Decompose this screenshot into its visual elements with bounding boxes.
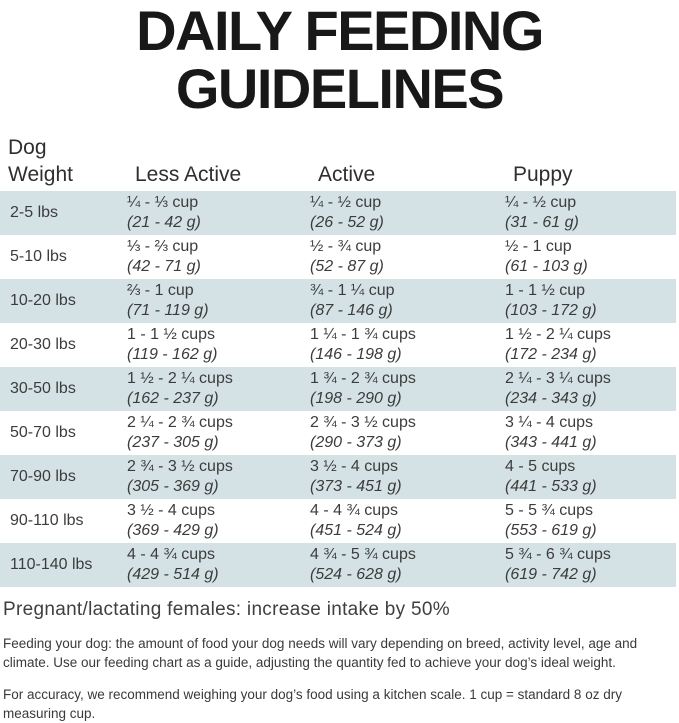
cups-value: ¼ - ½ cup [505,194,577,211]
cups-value: ½ - 1 cup [505,238,572,255]
page-title-line2: GUIDELINES [175,57,504,120]
cups-value: 1 ½ - 2 ¼ cups [505,326,611,343]
grams-value: (103 - 172 g) [505,302,597,319]
table-body [0,191,676,587]
weight-cell: 5-10 lbs [10,248,67,265]
grams-value: (172 - 234 g) [505,346,597,363]
weight-cell: 10-20 lbs [10,292,76,309]
grams-value: (369 - 429 g) [127,522,219,539]
table-header-row [0,134,679,191]
page-title [0,0,679,118]
puppy-cell [505,455,676,499]
cups-value: 4 ¾ - 5 ¾ cups [310,546,416,563]
puppy-cell [505,323,676,367]
cups-value: 4 - 4 ¾ cups [127,546,216,563]
table-row [0,411,676,455]
less-active-cell [127,235,310,279]
cups-value: 3 ¼ - 4 cups [505,414,594,431]
grams-value: (146 - 198 g) [310,346,402,363]
less-active-cell [127,543,310,587]
grams-value: (441 - 533 g) [505,478,597,495]
active-cell [310,411,505,455]
grams-value: (343 - 441 g) [505,434,597,451]
puppy-cell [505,279,676,323]
cups-value: 1 ½ - 2 ¼ cups [127,370,233,387]
puppy-cell [505,543,676,587]
less-active-cell [127,455,310,499]
cups-value: 3 ½ - 4 cups [127,502,216,519]
less-active-cell [127,367,310,411]
grams-value: (162 - 237 g) [127,390,219,407]
grams-value: (524 - 628 g) [310,566,402,583]
less-active-cell [127,411,310,455]
table-row [0,235,676,279]
grams-value: (87 - 146 g) [310,302,393,319]
grams-value: (429 - 514 g) [127,566,219,583]
column-header-active: Active [318,163,376,186]
page-title-line1: DAILY FEEDING [136,0,543,62]
weight-cell: 90-110 lbs [10,512,84,529]
cups-value: 4 - 5 cups [505,458,576,475]
column-header-dog-weight [8,134,135,188]
grams-value: (373 - 451 g) [310,478,402,495]
active-cell [310,279,505,323]
accuracy-note: For accuracy, we recommend weighing your dog’s food using a kitchen scale. 1 cup = standard 8 oz dry measuring cup. [3,687,622,721]
column-header-puppy: Puppy [513,163,573,186]
less-active-cell [127,191,310,235]
table-row [0,191,676,235]
column-header-less-active: Less Active [135,163,242,186]
table-row [0,455,676,499]
table-row [0,543,676,587]
cups-value: 2 ¼ - 3 ¼ cups [505,370,611,387]
table-row [0,367,676,411]
cups-value: 2 ¾ - 3 ½ cups [310,414,416,431]
active-cell [310,191,505,235]
weight-cell: 20-30 lbs [10,336,76,353]
feeding-guidelines-table [0,134,679,587]
less-active-cell [127,323,310,367]
cups-value: 1 - 1 ½ cups [127,326,216,343]
cups-value: ½ - ¾ cup [310,238,382,255]
grams-value: (619 - 742 g) [505,566,597,583]
grams-value: (198 - 290 g) [310,390,402,407]
header-weight: Weight [8,163,73,186]
cups-value: ⅔ - 1 cup [127,282,194,299]
active-cell [310,499,505,543]
grams-value: (61 - 103 g) [505,258,588,275]
grams-value: (553 - 619 g) [505,522,597,539]
active-cell [310,543,505,587]
weight-cell: 30-50 lbs [10,380,76,397]
active-cell [310,235,505,279]
weight-cell: 50-70 lbs [10,424,76,441]
grams-value: (71 - 119 g) [127,302,209,319]
cups-value: 1 - 1 ½ cup [505,282,586,299]
pregnant-lactating-note: Pregnant/lactating females: increase intake by 50% [3,599,450,620]
less-active-cell [127,279,310,323]
grams-value: (42 - 71 g) [127,258,201,275]
active-cell [310,367,505,411]
cups-value: 5 ¾ - 6 ¾ cups [505,546,611,563]
less-active-cell [127,499,310,543]
grams-value: (290 - 373 g) [310,434,402,451]
grams-value: (234 - 343 g) [505,390,597,407]
grams-value: (451 - 524 g) [310,522,402,539]
table-row [0,499,676,543]
cups-value: 2 ¾ - 3 ½ cups [127,458,233,475]
table-row [0,279,676,323]
weight-cell: 70-90 lbs [10,468,76,485]
active-cell [310,323,505,367]
cups-value: 5 - 5 ¾ cups [505,502,594,519]
grams-value: (52 - 87 g) [310,258,384,275]
cups-value: 4 - 4 ¾ cups [310,502,399,519]
puppy-cell [505,499,676,543]
table-row [0,323,676,367]
grams-value: (21 - 42 g) [127,214,201,231]
cups-value: 2 ¼ - 2 ¾ cups [127,414,233,431]
puppy-cell [505,367,676,411]
cups-value: ⅓ - ⅔ cup [127,238,199,255]
header-dog: Dog [8,136,47,159]
weight-cell: 110-140 lbs [10,556,93,573]
feeding-disclaimer: Feeding your dog: the amount of food your dog needs will vary depending on breed, activity level, age and climate. Use our feeding chart as a guide, adjusting the quantity fed to achieve your dog’s ideal weight. [3,636,638,670]
cups-value: ¼ - ⅓ cup [127,194,199,211]
cups-value: 1 ¼ - 1 ¾ cups [310,326,416,343]
grams-value: (31 - 61 g) [505,214,579,231]
puppy-cell [505,411,676,455]
grams-value: (26 - 52 g) [310,214,384,231]
cups-value: ¼ - ½ cup [310,194,382,211]
weight-cell: 2-5 lbs [10,204,59,221]
grams-value: (237 - 305 g) [127,434,219,451]
cups-value: 3 ½ - 4 cups [310,458,399,475]
grams-value: (119 - 162 g) [127,346,218,363]
cups-value: ¾ - 1 ¼ cup [310,282,395,299]
puppy-cell [505,235,676,279]
grams-value: (305 - 369 g) [127,478,219,495]
active-cell [310,455,505,499]
cups-value: 1 ¾ - 2 ¾ cups [310,370,416,387]
puppy-cell [505,191,676,235]
